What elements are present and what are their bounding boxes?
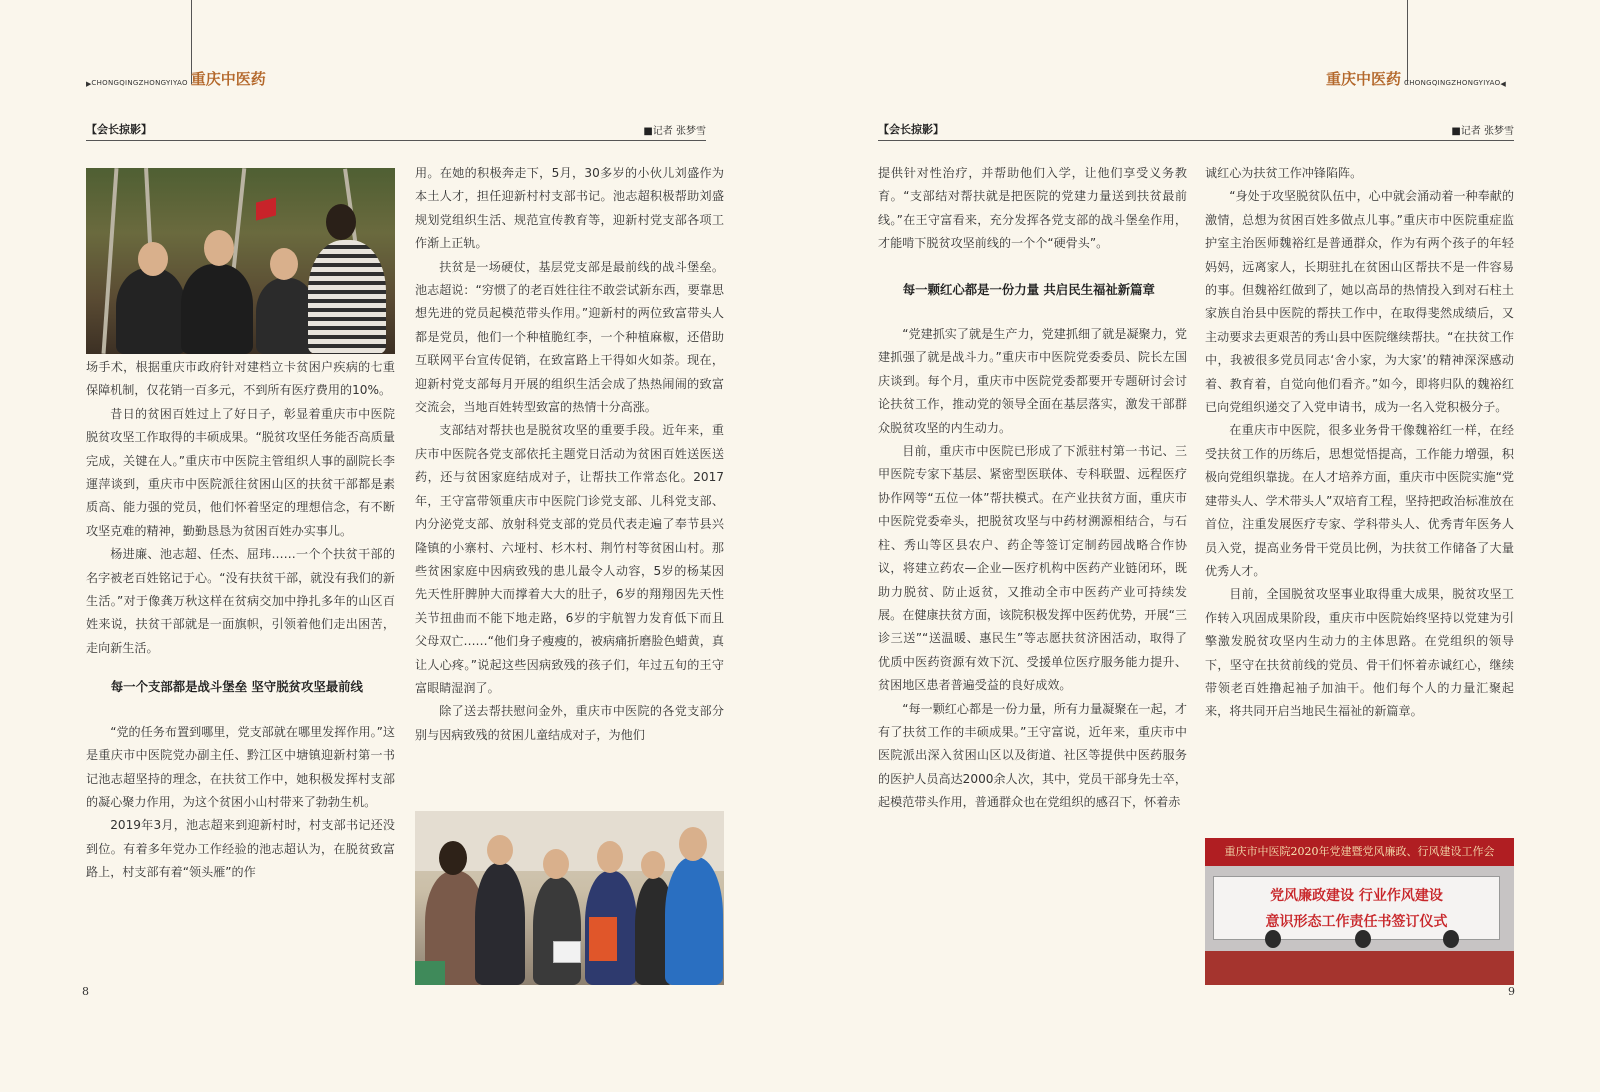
column-4: [1205, 162, 1514, 724]
section-tag: 【会长掠影】: [878, 123, 944, 136]
paragraph: 场手术，根据重庆市政府针对建档立卡贫困户疾病的七重保障机制，仅花销一百多元，不到所有医疗费用的10%。: [86, 360, 395, 398]
header-title: 重庆中医药: [190, 70, 266, 88]
stage-screen: [1213, 876, 1500, 940]
paragraph: 用。在她的积极奔走下，5月，30多岁的小伙儿刘盛作为本土人才，担任迎新村村支部书记。池志超积极帮助刘盛规划党组织生活、规范宣传教育等，迎新村党支部各项工作渐上正轨。: [415, 166, 724, 251]
header-pinyin: CHONGQINGZHONGYIYAO: [1404, 79, 1501, 87]
left-running-header: [86, 68, 266, 88]
paragraph: 提供针对性治疗，并帮助他们入学，让他们享受义务教育。“支部结对帮扶就是把医院的党建力量送到扶贫最前线。”在王守富看来，充分发挥各党支部的战斗堡垒作用，才能啃下脱贫攻坚前线的一个个“硬骨头”。: [878, 166, 1187, 251]
column-2: [415, 162, 724, 747]
photo-doctors-with-villager: [86, 168, 395, 354]
triangle-left-icon: ◀: [1500, 80, 1506, 88]
right-running-header: [1326, 68, 1506, 88]
right-page: [800, 0, 1600, 1092]
paragraph: “身处于攻坚脱贫队伍中，心中就会涌动着一种奉献的激情，总想为贫困百姓多做点儿事。”重庆市中医院重症监护室主治医师魏裕红是普通群众，作为有两个孩子的年轻妈妈，远离家人，长期驻扎在贫困山区帮扶不是一件容易的事。但魏裕红做到了，她以高昂的热情投入到对石柱土家族自治县中医院的帮扶工作中，在取得斐然成绩后，又主动要求去更艰苦的秀山县中医院继续帮扶。“在扶贫工作中，我被很多党员同志‘舍小家，为大家’的精神深深感动着、教育着，自觉向他们看齐。”如今，即将归队的魏裕红已向党组织递交了入党申请书，成为一名入党积极分子。: [1205, 189, 1514, 415]
section-bar: [878, 121, 1514, 141]
section-bar: [86, 121, 706, 141]
screen-line-2: 意识形态工作责任书签订仪式: [1265, 914, 1448, 930]
paragraph: 诚红心为扶贫工作冲锋陷阵。: [1205, 166, 1363, 180]
paragraph: 除了送去帮扶慰问金外，重庆市中医院的各党支部分别与因病致残的贫困儿童结成对子，为他们: [415, 704, 724, 742]
triangle-right-icon: ▶: [86, 80, 92, 88]
paragraph: “每一颗红心都是一份力量，所有力量凝聚在一起，才有了扶贫工作的丰硕成果。”王守富说，近年来，重庆市中医院派出深入贫困山区以及街道、社区等提供中医药服务的医护人员高达2000余人次，其中，党员干部身先士卒，起模范带头作用，普通群众也在党组织的感召下，怀着赤: [878, 701, 1187, 810]
reporter-byline: ■记者 张梦雪: [1451, 126, 1514, 137]
screen-line-1: 党风廉政建设 行业作风建设: [1270, 888, 1443, 904]
paragraph: 杨进廉、池志超、任杰、屈玮……一个个扶贫干部的名字被老百姓铭记于心。“没有扶贫干部，就没有我们的新生活。”对于像龚万秋这样在贫病交加中挣扎多年的山区百姓来说，扶贫干部就是一面旗帜，引领着他们走出困苦，走向新生活。: [86, 547, 395, 655]
paragraph: 扶贫是一场硬仗，基层党支部是最前线的战斗堡垒。池志超说：“穷惯了的老百姓往往不敢尝试新东西，要靠思想先进的党员起模范带头作用。”迎新村的两位致富带头人都是党员，他们一个种植脆红李，一个种植麻椒，还借助互联网平台宣传促销，在致富路上干得如火如荼。现在，迎新村党支部每月开展的组织生活会成了热热闹闹的致富交流会，当地百姓转型致富的热情十分高涨。: [415, 259, 724, 415]
subheading: 每一个支部都是战斗堡垒 坚守脱贫攻坚最前线: [110, 679, 363, 695]
paragraph: 目前，重庆市中医院已形成了下派驻村第一书记、三甲医院专家下基层、紧密型医联体、专科联盟、远程医疗协作网等“五位一体”帮扶模式。在产业扶贫方面，重庆市中医院党委牵头，把脱贫攻坚与中药材溯源相结合，与石柱、秀山等区县农户、药企等签订定制药园战略合作协议，将建立药农—企业—医疗机构中医药产业链闭环，既助力脱贫、防止返贫，又推动全市中医药产业可持续发展。在健康扶贫方面，该院积极发挥中医药优势，开展“三诊三送”“送温暖、惠民生”等志愿扶贫济困活动，取得了优质中医药资源有效下沉、受援单位医疗服务能力提升、贫困地区患者普遍受益的良好成效。: [878, 444, 1187, 693]
reporter-byline: ■记者 张梦雪: [643, 126, 706, 137]
paragraph: “党的任务布置到哪里，党支部就在哪里发挥作用。”这是重庆市中医院党办副主任、黔江区中塘镇迎新村第一书记池志超坚持的理念，在扶贫工作中，她积极发挥村支部的凝心聚力作用，为这个贫困小山村带来了勃勃生机。: [86, 724, 395, 809]
page-number: 8: [82, 985, 89, 998]
meeting-banner: 重庆市中医院2020年党建暨党风廉政、行风建设工作会: [1205, 838, 1514, 866]
page-number: 9: [1508, 985, 1515, 998]
paragraph: 目前，全国脱贫攻坚事业取得重大成果，脱贫攻坚工作转入巩固成果阶段，重庆市中医院始终坚持以党建为引擎激发脱贫攻坚内生动力的主体思路。在党组织的领导下，坚守在扶贫前线的党员、骨干们怀着赤诚红心，继续带领老百姓撸起袖子加油干。他们每个人的力量汇聚起来，将共同开启当地民生福祉的新篇章。: [1205, 587, 1514, 719]
photo-signing-ceremony: [1205, 838, 1514, 985]
paragraph: 2019年3月，池志超来到迎新村时，村支部书记还没到位。有着多年党办工作经验的池志超认为，在脱贫致富路上，村支部有着“领头雁”的作: [86, 818, 395, 880]
header-pinyin: CHONGQINGZHONGYIYAO: [91, 79, 188, 87]
subheading: 每一颗红心都是一份力量 共启民生福祉新篇章: [902, 281, 1155, 297]
photo-home-visit: [415, 811, 724, 985]
paragraph: “党建抓实了就是生产力，党建抓细了就是凝聚力，党建抓强了就是战斗力。”重庆市中医院党委委员、院长左国庆谈到。每个月，重庆市中医院党委都要开专题研讨会讨论扶贫工作，推动党的领导全面在基层落实，激发干部群众脱贫攻坚的内生动力。: [878, 327, 1187, 435]
paragraph: 昔日的贫困百姓过上了好日子，彰显着重庆市中医院脱贫攻坚工作取得的丰硕成果。“脱贫攻坚任务能否高质量完成，关键在人。”重庆市中医院主管组织人事的副院长李運萍谈到，重庆市中医院派往贫困山区的扶贫干部都是素质高、能力强的党员，他们怀着坚定的理想信念，有不断攻坚克难的精神，勤勤恳恳为贫困百姓办实事儿。: [86, 406, 395, 538]
paragraph: 支部结对帮扶也是脱贫攻坚的重要手段。近年来，重庆市中医院各党支部依托主题党日活动为贫困百姓送医送药，还与贫困家庭结成对子，让帮扶工作常态化。2017年，王守富带领重庆市中医院门诊党支部、儿科党支部、内分泌党支部、放射科党支部的党员代表走遍了奉节县兴隆镇的小寨村、六垭村、杉木村、荆竹村等贫困山村。那些贫困家庭中因病致残的患儿最令人动容，5岁的杨某因先天性肝脾肿大而撑着大大的肚子，6岁的翔翔因先天性关节扭曲而不能下地走路，6岁的宇航智力发育低下而且父母双亡……“他们身子瘦瘦的，被病痛折磨脸色蜡黄，真让人心疼。”说起这些因病致残的孩子们，年过五旬的王守富眼睛湿润了。: [415, 423, 724, 695]
header-title: 重庆中医药: [1326, 70, 1402, 88]
section-tag: 【会长掠影】: [86, 123, 152, 136]
column-1: [86, 356, 395, 880]
column-3: [878, 162, 1187, 815]
paragraph: 在重庆市中医院，很多业务骨干像魏裕红一样，在经受扶贫工作的历练后，思想觉悟提高，工作能力增强，积极向党组织靠拢。在人才培养方面，重庆市中医院实施“党建带头人、学术带头人”双培育工程，坚持把政治标准放在首位，注重发展医疗专家、学科带头人、优秀青年医务人员入党，提高业务骨干党员比例，为扶贫工作储备了大量优秀人才。: [1205, 423, 1514, 578]
